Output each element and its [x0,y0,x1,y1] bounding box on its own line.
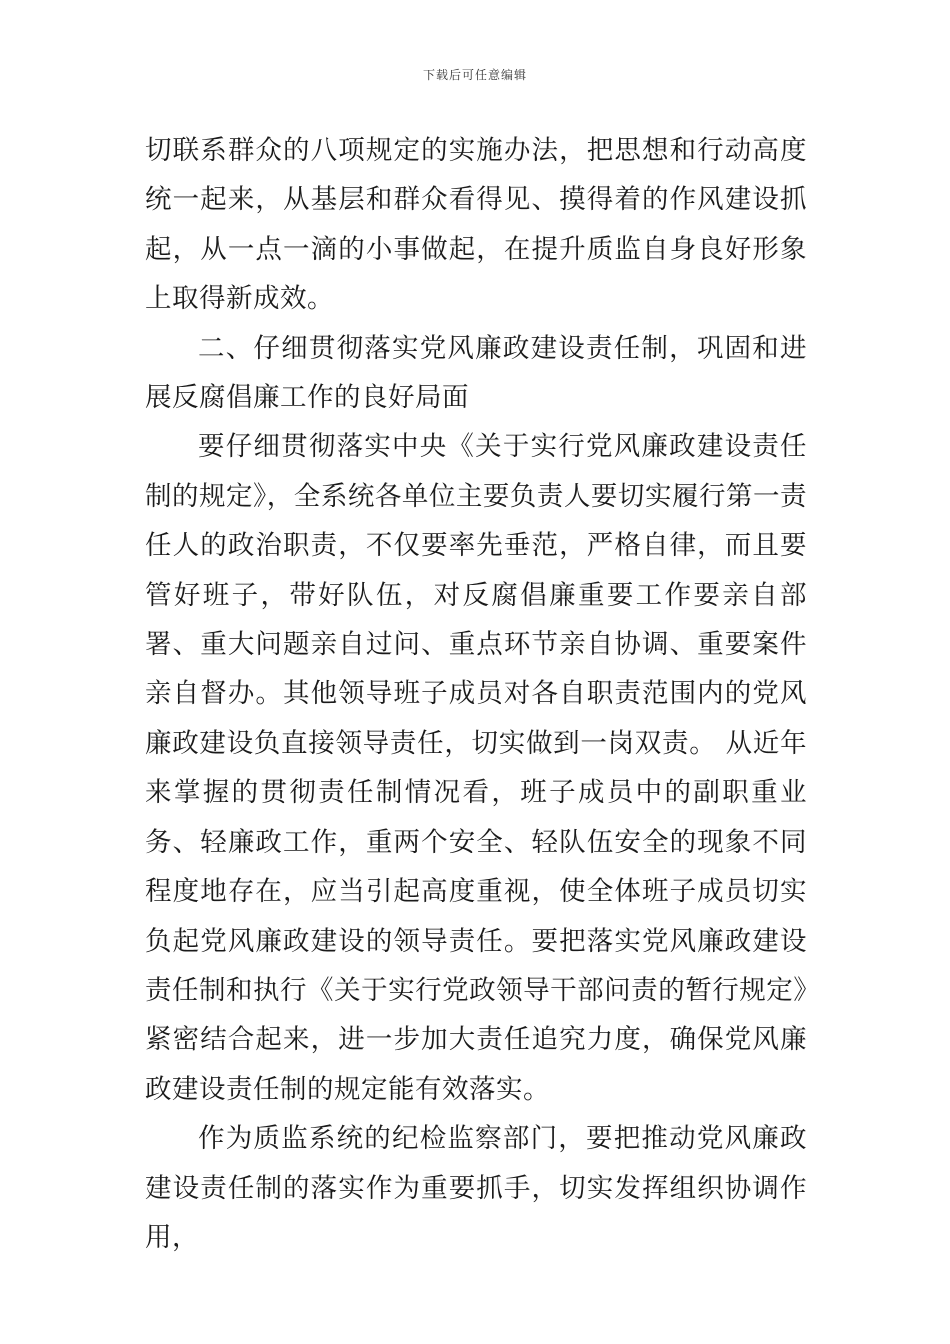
section-heading-two: 二、仔细贯彻落实党风廉政建设责任制，巩固和进展反腐倡廉工作的良好局面 [145,332,807,414]
paragraph-continuation: 切联系群众的八项规定的实施办法，把思想和行动高度统一起来，从基层和群众看得见、摸得着的作风建设抓起，从一点一滴的小事做起，在提升质监自身良好形象上取得新成效。 [145,135,807,315]
download-note: 下载后可任意编辑 [422,68,527,82]
paragraph-discipline-department: 作为质监系统的纪检监察部门，要把推动党风廉政建设责任制的落实作为重要抓手，切实发挥组织协调作用， [145,1123,807,1253]
paragraph-responsibility-system: 要仔细贯彻落实中央《关于实行党风廉政建设责任制的规定》，全系统各单位主要负责人要切实履行第一责任人的政治职责，不仅要率先垂范，严格自律，而且要管好班子，带好队伍，对反腐倡廉重要工作要亲自部署、重大问题亲自过问、重点环节亲自协调、重要案件亲自督办。其他领导班子成员对各自职责范围内的党风廉政建设负直接领导责任，切实做到一岗双责。 从近年来掌握的贯彻责任制情况看，班子成员中的副职重业务、轻廉政工作，重两个安全、轻队伍安全的现象不同程度地存在，应当引起高度重视，使全体班子成员切实负起党风廉政建设的领导责任。要把落实党风廉政建设责任制和执行《关于实行党政领导干部问责的暂行规定》紧密结合起来，进一步加大责任追究力度，确保党风廉政建设责任制的规定能有效落实。 [145,431,807,1105]
document-body [145,126,807,1262]
